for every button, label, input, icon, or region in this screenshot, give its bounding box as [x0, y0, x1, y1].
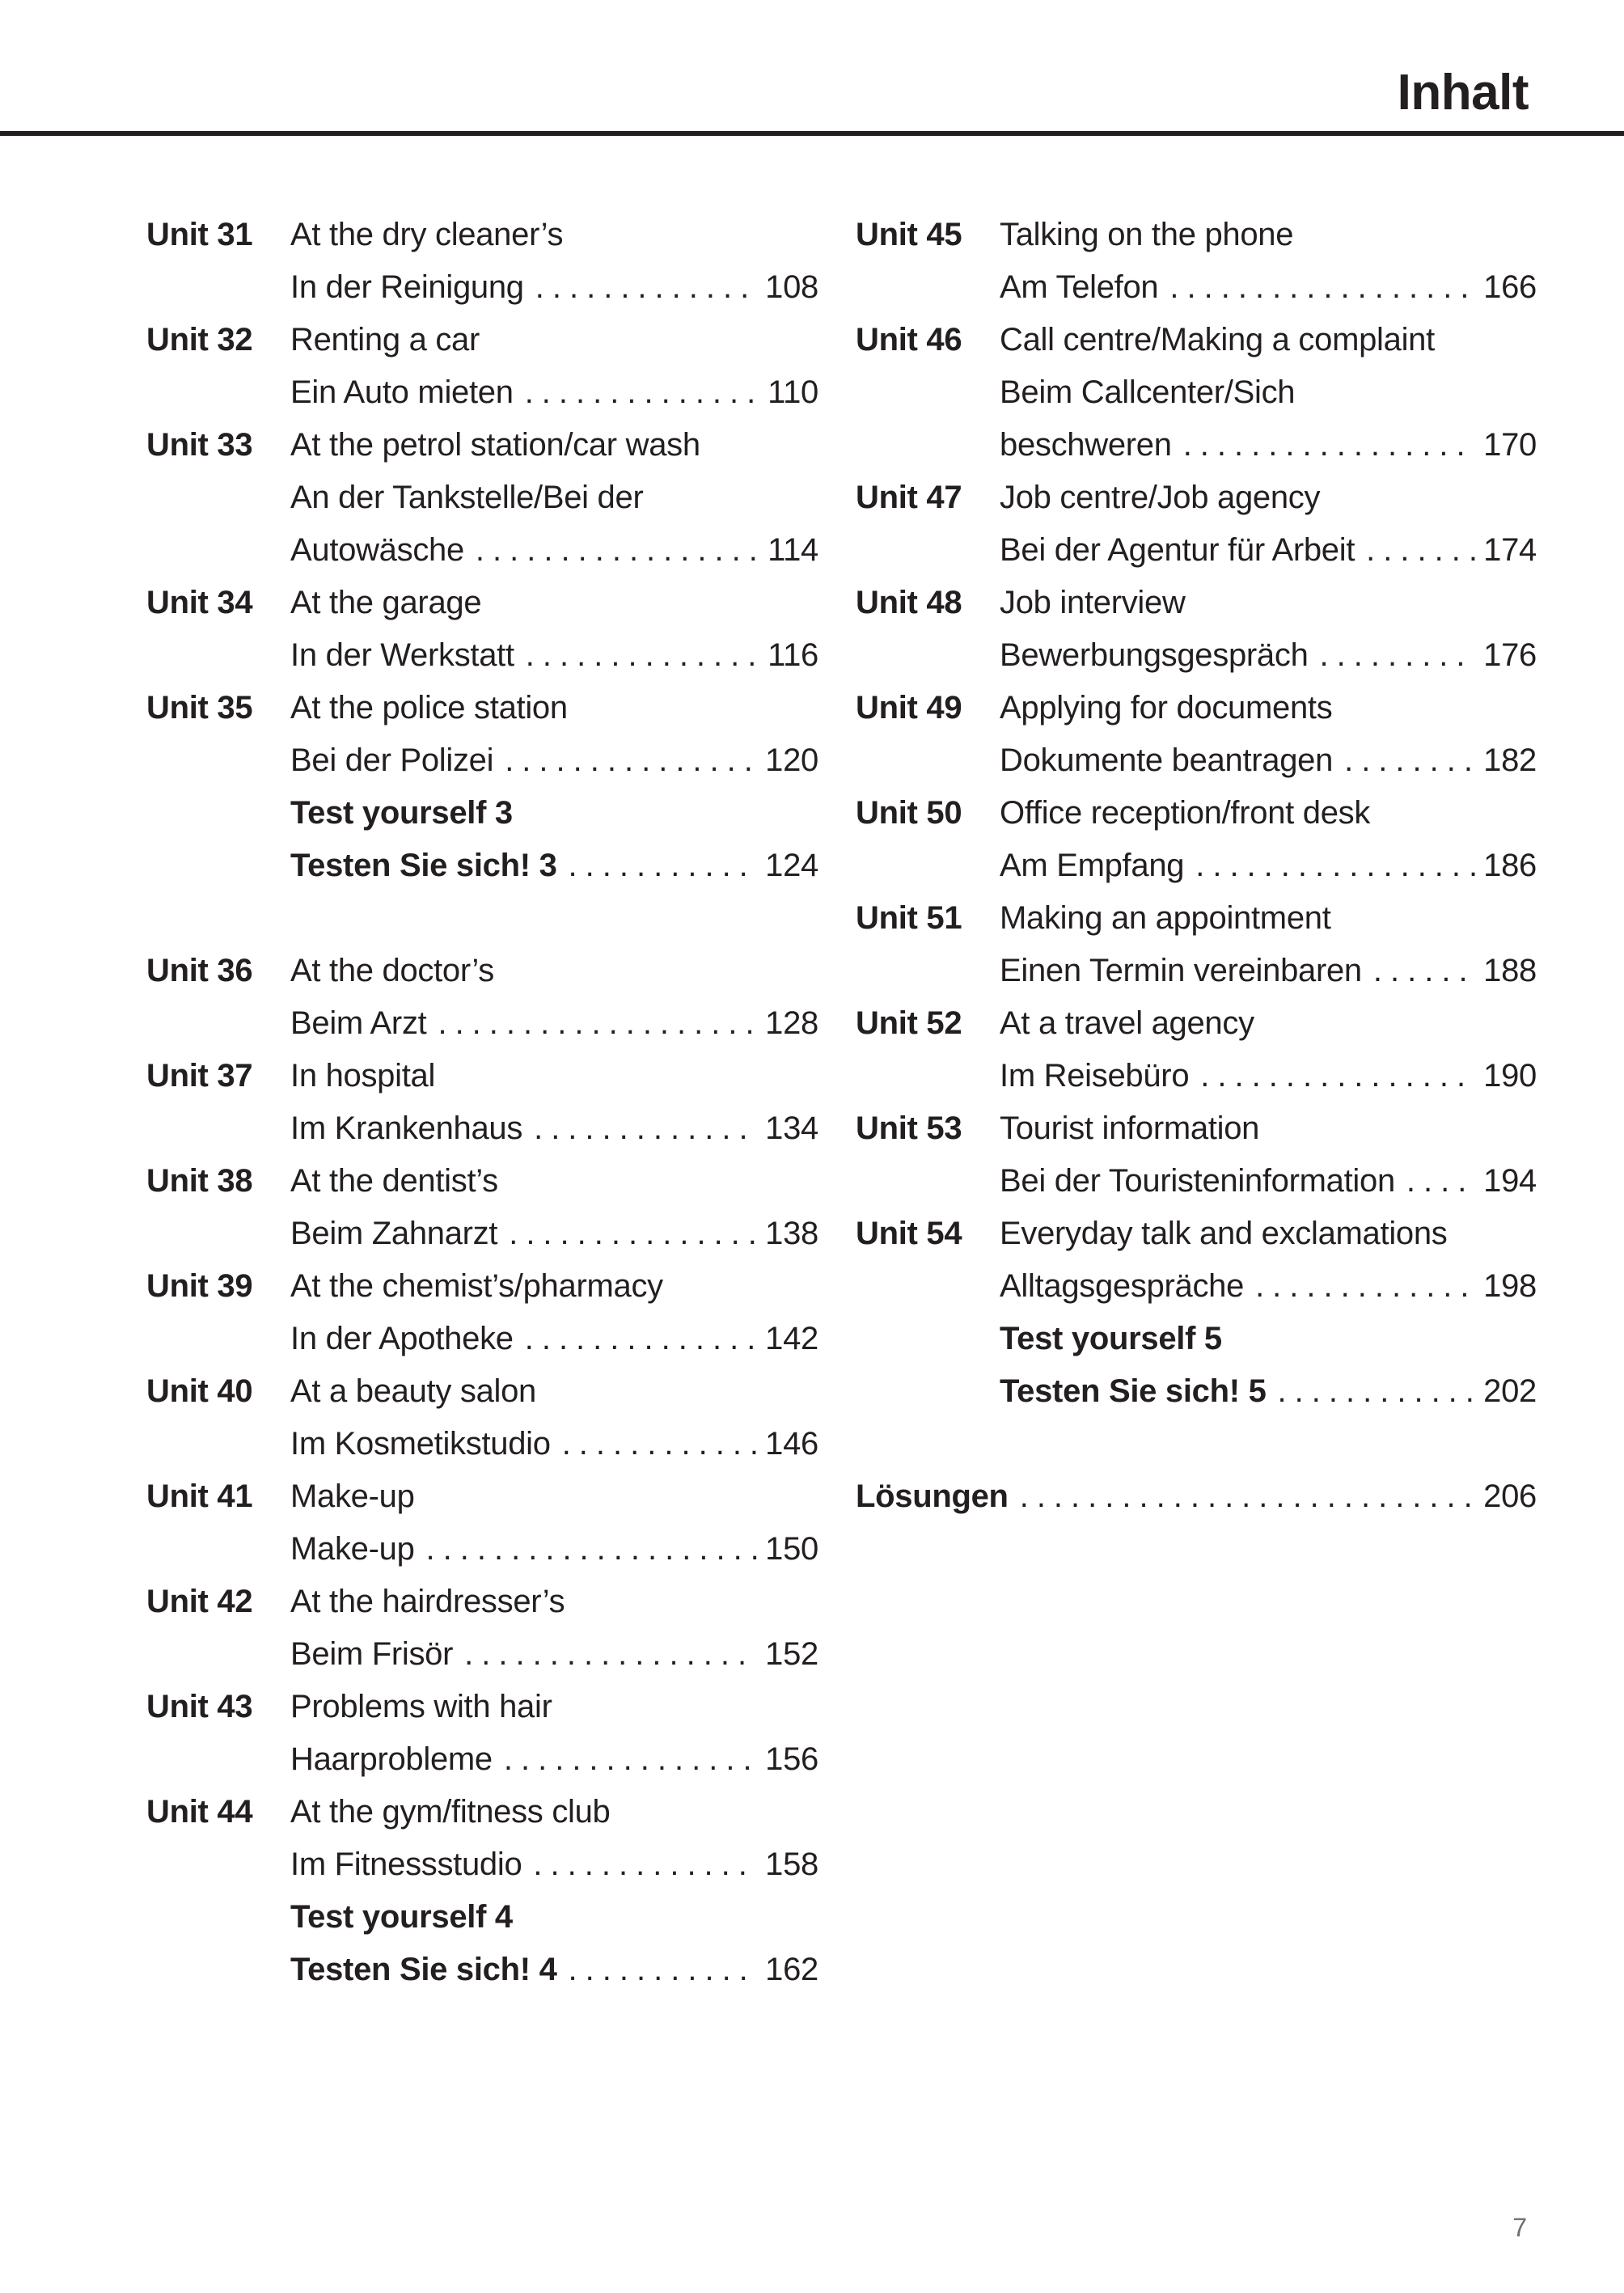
toc-row	[146, 1260, 818, 1313]
unit-label: Unit 37	[146, 1058, 253, 1094]
entry-title: Beim Callcenter/Sich	[1000, 374, 1296, 410]
toc-row	[856, 1155, 1537, 1208]
toc-row	[856, 682, 1537, 734]
page-ref: 170	[1483, 427, 1537, 463]
dot-leader	[476, 524, 759, 577]
dot-leader	[1183, 419, 1475, 472]
toc-row	[856, 472, 1537, 524]
dot-leader	[1169, 261, 1475, 314]
page-ref: 190	[1483, 1058, 1537, 1094]
toc-row	[146, 1418, 818, 1470]
unit-label: Unit 49	[856, 690, 962, 726]
toc-row	[146, 1628, 818, 1681]
entry-title: At the garage	[290, 585, 482, 620]
entry-title: Office reception/front desk	[1000, 795, 1371, 831]
unit-label: Unit 45	[856, 217, 962, 252]
page-ref: 110	[768, 374, 818, 410]
page-ref: 128	[765, 1005, 818, 1041]
page-title: Inhalt	[1397, 65, 1529, 121]
entry-title: Call centre/Making a complaint	[1000, 322, 1435, 357]
entry-title: In der Reinigung	[290, 269, 524, 305]
toc-row	[146, 1155, 818, 1208]
entry-title: Talking on the phone	[1000, 217, 1294, 252]
dot-leader	[509, 1208, 757, 1260]
dot-leader	[1255, 1260, 1475, 1313]
entry-title: Beim Arzt	[290, 1005, 427, 1041]
entry-title: Testen Sie sich! 5	[1000, 1373, 1267, 1409]
unit-label: Unit 52	[856, 1005, 962, 1041]
page-ref: 174	[1483, 532, 1537, 568]
dot-leader	[569, 1944, 758, 1996]
page-ref: 142	[765, 1321, 818, 1356]
unit-label: Unit 36	[146, 953, 253, 988]
dot-leader	[438, 997, 757, 1050]
toc-row	[146, 840, 818, 892]
toc-spacer	[856, 1418, 1537, 1470]
unit-label: Unit 40	[146, 1373, 253, 1409]
toc-row	[146, 524, 818, 577]
dot-leader	[525, 1313, 757, 1365]
toc-row	[146, 734, 818, 787]
unit-label: Unit 50	[856, 795, 962, 831]
unit-label: Unit 32	[146, 322, 253, 357]
page-ref: 150	[765, 1531, 818, 1567]
dot-leader	[1366, 524, 1475, 577]
page-ref: 194	[1483, 1163, 1537, 1199]
entry-title: At the gym/fitness club	[290, 1794, 611, 1830]
page-ref: 176	[1483, 637, 1537, 673]
entry-title: Am Empfang	[1000, 848, 1185, 883]
dot-leader	[1020, 1470, 1475, 1523]
toc-row	[146, 1102, 818, 1155]
entry-title: Tourist information	[1000, 1111, 1260, 1146]
dot-leader	[1195, 840, 1475, 892]
toc-row	[856, 892, 1537, 945]
toc-row	[146, 629, 818, 682]
page-ref: 124	[765, 848, 818, 883]
toc-row	[856, 1260, 1537, 1313]
page-ref: 116	[768, 637, 818, 673]
unit-label: Unit 51	[856, 900, 962, 936]
entry-title: Dokumente beantragen	[1000, 742, 1334, 778]
entry-title: At the police station	[290, 690, 568, 726]
unit-label: Unit 44	[146, 1794, 253, 1830]
dot-leader	[426, 1523, 758, 1576]
unit-label: Unit 33	[146, 427, 253, 463]
toc-row	[146, 1050, 818, 1102]
page-number: 7	[1512, 2213, 1527, 2242]
toc-row	[856, 209, 1537, 261]
entry-title: beschweren	[1000, 427, 1172, 463]
page-ref: 166	[1483, 269, 1537, 305]
entry-title: An der Tankstelle/Bei der	[290, 480, 644, 515]
toc-row	[146, 945, 818, 997]
toc-row	[146, 366, 818, 419]
entry-title: Einen Termin vereinbaren	[1000, 953, 1362, 988]
entry-title: Everyday talk and exclamations	[1000, 1216, 1448, 1251]
entry-title: Beim Zahnarzt	[290, 1216, 498, 1251]
toc-row	[146, 1313, 818, 1365]
page-ref: 202	[1483, 1373, 1537, 1409]
entry-title: Job interview	[1000, 585, 1186, 620]
entry-title: At the doctor’s	[290, 953, 494, 988]
toc-row	[856, 734, 1537, 787]
dot-leader	[1278, 1365, 1476, 1418]
entry-title: Bei der Polizei	[290, 742, 494, 778]
toc-row	[146, 472, 818, 524]
page-ref: 114	[768, 532, 818, 568]
toc-row	[856, 629, 1537, 682]
toc-row	[146, 1523, 818, 1576]
toc-row	[146, 787, 818, 840]
entry-title: At the dentist’s	[290, 1163, 498, 1199]
entry-title: Job centre/Job agency	[1000, 480, 1321, 515]
dot-leader	[1344, 734, 1475, 787]
toc-row	[146, 419, 818, 472]
unit-label: Unit 39	[146, 1268, 253, 1304]
unit-label: Unit 53	[856, 1111, 962, 1146]
unit-label: Unit 34	[146, 585, 253, 620]
toc-row	[856, 1102, 1537, 1155]
dot-leader	[1406, 1155, 1475, 1208]
toc-row	[146, 1838, 818, 1891]
toc-row	[146, 577, 818, 629]
unit-label: Unit 54	[856, 1216, 962, 1251]
dot-leader	[526, 629, 759, 682]
dot-leader	[464, 1628, 757, 1681]
entry-title: At a travel agency	[1000, 1005, 1254, 1041]
page-ref: 156	[765, 1741, 818, 1777]
entry-title: Test yourself 3	[290, 795, 513, 831]
entry-title: Bei der Touristeninformation	[1000, 1163, 1395, 1199]
unit-label: Unit 46	[856, 322, 962, 357]
entry-title: In hospital	[290, 1058, 436, 1094]
toc-row	[146, 1681, 818, 1733]
page-ref: 198	[1483, 1268, 1537, 1304]
unit-label: Unit 47	[856, 480, 962, 515]
toc-row	[856, 1208, 1537, 1260]
entry-title: Am Telefon	[1000, 269, 1159, 305]
entry-title: Bewerbungsgespräch	[1000, 637, 1309, 673]
toc-column-left	[146, 209, 818, 1996]
dot-leader	[1200, 1050, 1475, 1102]
page-ref: 138	[765, 1216, 818, 1251]
entry-title: At the chemist’s/pharmacy	[290, 1268, 663, 1304]
toc-row	[146, 682, 818, 734]
unit-label: Unit 42	[146, 1584, 253, 1619]
dot-leader	[562, 1418, 757, 1470]
entry-title: Bei der Agentur für Arbeit	[1000, 532, 1355, 568]
unit-label: Unit 43	[146, 1689, 253, 1724]
entry-title: Im Reisebüro	[1000, 1058, 1190, 1094]
toc-row	[146, 1470, 818, 1523]
entry-title: Problems with hair	[290, 1689, 552, 1724]
page-ref: 146	[765, 1426, 818, 1462]
unit-label: Unit 41	[146, 1479, 253, 1514]
dot-leader	[505, 734, 757, 787]
toc-row	[856, 1050, 1537, 1102]
entry-title: At the petrol station/car wash	[290, 427, 700, 463]
entry-title: Make-up	[290, 1479, 415, 1514]
entry-title: Make-up	[290, 1531, 415, 1567]
unit-label: Unit 35	[146, 690, 253, 726]
page-ref: 206	[1483, 1479, 1537, 1514]
page-ref: 108	[765, 269, 818, 305]
dot-leader	[525, 366, 759, 419]
toc-row	[146, 261, 818, 314]
entry-title: Lösungen	[856, 1479, 1009, 1514]
dot-leader	[533, 1838, 757, 1891]
toc-row	[856, 524, 1537, 577]
toc-row	[146, 1733, 818, 1786]
toc-row	[856, 1365, 1537, 1418]
entry-title: Ein Auto mieten	[290, 374, 514, 410]
toc-row	[856, 419, 1537, 472]
dot-leader	[1320, 629, 1476, 682]
toc-row	[856, 1470, 1537, 1523]
entry-title: In der Apotheke	[290, 1321, 514, 1356]
toc-row	[856, 787, 1537, 840]
toc-column-right	[856, 209, 1537, 1523]
entry-title: At a beauty salon	[290, 1373, 537, 1409]
toc-row	[856, 261, 1537, 314]
entry-title: Test yourself 5	[1000, 1321, 1222, 1356]
entry-title: Testen Sie sich! 4	[290, 1952, 557, 1987]
entry-title: Beim Frisör	[290, 1636, 454, 1672]
entry-title: Im Kosmetikstudio	[290, 1426, 551, 1462]
entry-title: Autowäsche	[290, 532, 464, 568]
toc-row	[146, 1365, 818, 1418]
dot-leader	[504, 1733, 757, 1786]
toc-row	[146, 1944, 818, 1996]
entry-title: At the dry cleaner’s	[290, 217, 564, 252]
dot-leader	[569, 840, 758, 892]
page-ref: 182	[1483, 742, 1537, 778]
toc-row	[856, 997, 1537, 1050]
dot-leader	[534, 1102, 757, 1155]
toc-row	[856, 840, 1537, 892]
header-rule	[0, 131, 1624, 136]
entry-title: Making an appointment	[1000, 900, 1331, 936]
page-ref: 188	[1483, 953, 1537, 988]
dot-leader	[535, 261, 757, 314]
page-ref: 120	[765, 742, 818, 778]
entry-title: Haarprobleme	[290, 1741, 493, 1777]
entry-title: Testen Sie sich! 3	[290, 848, 557, 883]
dot-leader	[1373, 945, 1475, 997]
page-ref: 162	[765, 1952, 818, 1987]
toc-row	[856, 945, 1537, 997]
toc-spacer	[146, 892, 818, 945]
toc-row	[146, 1208, 818, 1260]
toc-row	[146, 1576, 818, 1628]
entry-title: In der Werkstatt	[290, 637, 514, 673]
toc-row	[146, 1891, 818, 1944]
unit-label: Unit 38	[146, 1163, 253, 1199]
page-ref: 134	[765, 1111, 818, 1146]
entry-title: Applying for documents	[1000, 690, 1333, 726]
toc-row	[856, 314, 1537, 366]
unit-label: Unit 48	[856, 585, 962, 620]
page-ref: 152	[765, 1636, 818, 1672]
toc-row	[146, 997, 818, 1050]
entry-title: Renting a car	[290, 322, 480, 357]
toc-row	[856, 1313, 1537, 1365]
unit-label: Unit 31	[146, 217, 253, 252]
entry-title: Im Krankenhaus	[290, 1111, 523, 1146]
toc-row	[146, 314, 818, 366]
toc-row	[146, 1786, 818, 1838]
toc-row	[146, 209, 818, 261]
entry-title: At the hairdresser’s	[290, 1584, 565, 1619]
page-ref: 186	[1483, 848, 1537, 883]
toc-row	[856, 366, 1537, 419]
entry-title: Im Fitnessstudio	[290, 1847, 522, 1882]
entry-title: Test yourself 4	[290, 1899, 513, 1935]
toc-row	[856, 577, 1537, 629]
entry-title: Alltagsgespräche	[1000, 1268, 1245, 1304]
page-ref: 158	[765, 1847, 818, 1882]
